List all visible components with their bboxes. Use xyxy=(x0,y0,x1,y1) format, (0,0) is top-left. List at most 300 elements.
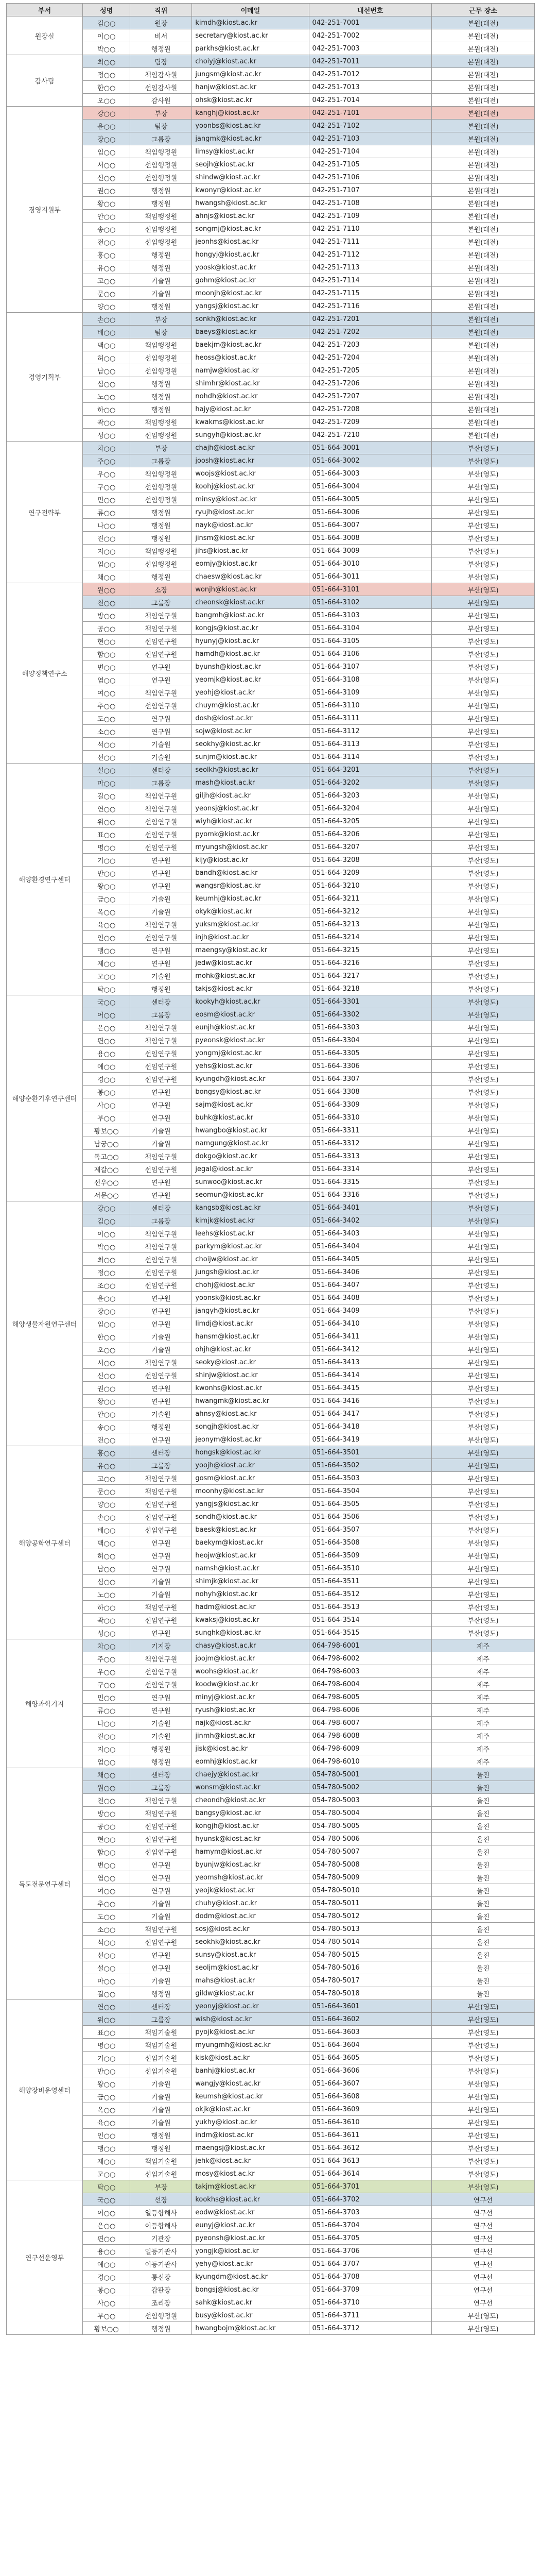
email-cell[interactable]: minyj@kiost.ac.kr xyxy=(192,1691,309,1704)
phone-cell: 051-664-3102 xyxy=(309,596,431,609)
title-cell: 행정원 xyxy=(130,506,192,519)
email-cell[interactable]: byunjw@kiost.ac.kr xyxy=(192,1858,309,1871)
email-cell[interactable]: mahs@kiost.ac.kr xyxy=(192,1974,309,1987)
table-row xyxy=(7,467,535,480)
email-cell[interactable]: seoky@kiost.ac.kr xyxy=(192,1356,309,1369)
email-cell[interactable]: woohs@kiost.ac.kr xyxy=(192,1665,309,1678)
email-cell[interactable]: sunghk@kiost.ac.kr xyxy=(192,1626,309,1639)
email-cell[interactable]: hadm@kiost.ac.kr xyxy=(192,1601,309,1614)
email-cell[interactable]: wangjy@kiost.ac.kr xyxy=(192,2077,309,2090)
email-cell[interactable]: chuhy@kiost.ac.kr xyxy=(192,1897,309,1910)
table-row xyxy=(7,454,535,467)
phone-cell: 051-664-3214 xyxy=(309,931,431,944)
title-cell: 행정원 xyxy=(130,570,192,583)
email-cell[interactable]: wonsm@kiost.ac.kr xyxy=(192,1781,309,1794)
email-cell[interactable]: chaejy@kiost.ac.kr xyxy=(192,1768,309,1781)
title-cell: 기술원 xyxy=(130,274,192,287)
email-cell[interactable]: jisk@kiost.ac.kr xyxy=(192,1742,309,1755)
table-row xyxy=(7,1523,535,1536)
email-cell[interactable]: jeonhs@kiost.ac.kr xyxy=(192,235,309,248)
title-cell: 기술원 xyxy=(130,892,192,905)
email-cell[interactable]: takjm@kiost.ac.kr xyxy=(192,2180,309,2193)
email-cell[interactable]: eunyj@kiost.ac.kr xyxy=(192,2219,309,2232)
dept-cell: 원장실 xyxy=(7,16,83,55)
phone-cell: 064-798-6007 xyxy=(309,1717,431,1730)
email-cell[interactable]: bangmh@kiost.ac.kr xyxy=(192,609,309,622)
name-cell: 구○○ xyxy=(83,480,130,493)
email-cell[interactable]: songjh@kiost.ac.kr xyxy=(192,1420,309,1433)
email-cell[interactable]: moonjh@kiost.ac.kr xyxy=(192,287,309,300)
email-cell[interactable]: dokgo@kiost.ac.kr xyxy=(192,1150,309,1163)
header-email: 이메일 xyxy=(192,4,309,16)
name-cell: 위○○ xyxy=(83,2013,130,2026)
title-cell: 행정원 xyxy=(130,42,192,55)
email-cell[interactable]: seomun@kiost.ac.kr xyxy=(192,1189,309,1201)
email-cell[interactable]: hansm@kiost.ac.kr xyxy=(192,1330,309,1343)
phone-cell: 051-664-3511 xyxy=(309,1575,431,1588)
title-cell: 책임연구원 xyxy=(130,1356,192,1369)
email-cell[interactable]: chajh@kiost.ac.kr xyxy=(192,442,309,454)
title-cell: 기술원 xyxy=(130,1588,192,1601)
email-cell[interactable]: kwakms@kiost.ac.kr xyxy=(192,416,309,429)
place-cell: 본원(대전) xyxy=(431,16,534,29)
email-cell[interactable]: limsy@kiost.ac.kr xyxy=(192,145,309,158)
phone-cell: 054-780-5010 xyxy=(309,1884,431,1897)
phone-cell: 051-664-3302 xyxy=(309,1008,431,1021)
email-cell[interactable]: yeomjk@kiost.ac.kr xyxy=(192,673,309,686)
table-row xyxy=(7,1845,535,1858)
email-cell[interactable]: yehs@kiost.ac.kr xyxy=(192,1060,309,1073)
name-cell: 용○○ xyxy=(83,2245,130,2258)
place-cell: 울진 xyxy=(431,1923,534,1936)
email-cell[interactable]: okyk@kiost.ac.kr xyxy=(192,905,309,918)
email-cell[interactable]: injh@kiost.ac.kr xyxy=(192,931,309,944)
email-cell[interactable]: pyojk@kiost.ac.kr xyxy=(192,2026,309,2039)
email-cell[interactable]: jehk@kiost.ac.kr xyxy=(192,2155,309,2167)
table-row xyxy=(7,1266,535,1279)
email-cell[interactable]: seokhk@kiost.ac.kr xyxy=(192,1936,309,1948)
email-cell[interactable]: myungmh@kiost.ac.kr xyxy=(192,2039,309,2052)
email-cell[interactable]: koodw@kiost.ac.kr xyxy=(192,1678,309,1691)
name-cell: 손○○ xyxy=(83,1511,130,1523)
email-cell[interactable]: myungsh@kiost.ac.kr xyxy=(192,841,309,854)
phone-cell: 042-251-7106 xyxy=(309,171,431,184)
email-cell[interactable]: jungsm@kiost.ac.kr xyxy=(192,68,309,81)
email-cell[interactable]: woojs@kiost.ac.kr xyxy=(192,467,309,480)
place-cell: 부산(영도) xyxy=(431,635,534,648)
email-cell[interactable]: yuksm@kiost.ac.kr xyxy=(192,918,309,931)
email-cell[interactable]: hwangmk@kiost.ac.kr xyxy=(192,1395,309,1408)
place-cell: 부산(영도) xyxy=(431,673,534,686)
email-cell[interactable]: jinmh@kiost.ac.kr xyxy=(192,1730,309,1742)
phone-cell: 042-251-7013 xyxy=(309,81,431,94)
title-cell: 연구원 xyxy=(130,1086,192,1098)
email-cell[interactable]: hajy@kiost.ac.kr xyxy=(192,403,309,416)
email-cell[interactable]: yongmj@kiost.ac.kr xyxy=(192,1047,309,1060)
email-cell[interactable]: ahnsy@kiost.ac.kr xyxy=(192,1408,309,1420)
email-cell[interactable]: banhj@kiost.ac.kr xyxy=(192,2064,309,2077)
email-cell[interactable]: yeonsj@kiost.ac.kr xyxy=(192,802,309,815)
table-row xyxy=(7,1730,535,1742)
place-cell: 부산(영도) xyxy=(431,1137,534,1150)
email-cell[interactable]: namsh@kiost.ac.kr xyxy=(192,1562,309,1575)
email-cell[interactable]: yukhy@kiost.ac.kr xyxy=(192,2116,309,2129)
email-cell[interactable]: sunsy@kiost.ac.kr xyxy=(192,1948,309,1961)
email-cell[interactable]: wish@kiost.ac.kr xyxy=(192,2013,309,2026)
email-cell[interactable]: eomjy@kiost.ac.kr xyxy=(192,557,309,570)
email-cell[interactable]: ryujh@kiost.ac.kr xyxy=(192,506,309,519)
email-cell[interactable]: kwonhs@kiost.ac.kr xyxy=(192,1382,309,1395)
email-cell[interactable]: eosm@kiost.ac.kr xyxy=(192,1008,309,1021)
email-cell[interactable]: yeohj@kiost.ac.kr xyxy=(192,686,309,699)
email-cell[interactable]: sahk@kiost.ac.kr xyxy=(192,2296,309,2309)
email-cell[interactable]: wonjh@kiost.ac.kr xyxy=(192,583,309,596)
table-row xyxy=(7,1588,535,1601)
email-cell[interactable]: joosh@kiost.ac.kr xyxy=(192,454,309,467)
email-cell[interactable]: hwangsh@kiost.ac.kr xyxy=(192,197,309,210)
email-cell[interactable]: kimdh@kiost.ac.kr xyxy=(192,16,309,29)
name-cell: 맹○○ xyxy=(83,2142,130,2155)
email-cell[interactable]: ohsk@kiost.ac.kr xyxy=(192,94,309,107)
email-cell[interactable]: eunjh@kiost.ac.kr xyxy=(192,1021,309,1034)
email-cell[interactable]: mosy@kiost.ac.kr xyxy=(192,2167,309,2180)
email-cell[interactable]: yongjk@kiost.ac.kr xyxy=(192,2245,309,2258)
email-cell[interactable]: ahnjs@kiost.ac.kr xyxy=(192,210,309,223)
phone-cell: 054-780-5005 xyxy=(309,1820,431,1833)
phone-cell: 051-664-3004 xyxy=(309,480,431,493)
title-cell: 원장 xyxy=(130,16,192,29)
email-cell[interactable]: kookhs@kiost.ac.kr xyxy=(192,2193,309,2206)
email-cell[interactable]: leehs@kiost.ac.kr xyxy=(192,1227,309,1240)
phone-cell: 064-798-6006 xyxy=(309,1704,431,1717)
email-cell[interactable]: pyeonsk@kiost.ac.kr xyxy=(192,1034,309,1047)
email-cell[interactable]: namgung@kiost.ac.kr xyxy=(192,1137,309,1150)
email-cell[interactable]: bandh@kiost.ac.kr xyxy=(192,867,309,879)
email-cell[interactable]: chohj@kiost.ac.kr xyxy=(192,1279,309,1292)
phone-cell: 051-664-3203 xyxy=(309,789,431,802)
email-cell[interactable]: buhk@kiost.ac.kr xyxy=(192,1111,309,1124)
email-cell[interactable]: dodm@kiost.ac.kr xyxy=(192,1910,309,1923)
email-cell[interactable]: kwonyr@kiost.ac.kr xyxy=(192,184,309,197)
place-cell: 부산(영도) xyxy=(431,686,534,699)
email-cell[interactable]: hwangbojm@kiost.ac.kr xyxy=(192,2322,309,2335)
email-cell[interactable]: yoosk@kiost.ac.kr xyxy=(192,261,309,274)
place-cell: 울진 xyxy=(431,1961,534,1974)
email-cell[interactable]: secretary@kiost.ac.kr xyxy=(192,29,309,42)
email-cell[interactable]: yoonsk@kiost.ac.kr xyxy=(192,1292,309,1304)
email-cell[interactable]: wangsr@kiost.ac.kr xyxy=(192,879,309,892)
email-cell[interactable]: giljh@kiost.ac.kr xyxy=(192,789,309,802)
table-row xyxy=(7,274,535,287)
phone-cell: 064-798-6003 xyxy=(309,1665,431,1678)
email-cell[interactable]: namjw@kiost.ac.kr xyxy=(192,364,309,377)
name-cell: 이○○ xyxy=(83,29,130,42)
email-cell[interactable]: nayk@kiost.ac.kr xyxy=(192,519,309,532)
email-cell[interactable]: kijy@kiost.ac.kr xyxy=(192,854,309,867)
email-cell[interactable]: busy@kiost.ac.kr xyxy=(192,2309,309,2322)
title-cell: 책임연구원 xyxy=(130,1150,192,1163)
email-cell[interactable]: kimjk@kiost.ac.kr xyxy=(192,1214,309,1227)
email-cell[interactable]: seokhy@kiost.ac.kr xyxy=(192,738,309,751)
email-cell[interactable]: chuym@kiost.ac.kr xyxy=(192,699,309,712)
email-cell[interactable]: yehy@kiost.ac.kr xyxy=(192,2258,309,2270)
place-cell: 부산(영도) xyxy=(431,854,534,867)
email-cell[interactable]: sosj@kiost.ac.kr xyxy=(192,1923,309,1936)
table-row xyxy=(7,300,535,313)
table-row xyxy=(7,635,535,648)
email-cell[interactable]: sunjm@kiost.ac.kr xyxy=(192,751,309,764)
email-cell[interactable]: sunwoo@kiost.ac.kr xyxy=(192,1176,309,1189)
place-cell: 부산(영도) xyxy=(431,957,534,970)
email-cell[interactable]: koohj@kiost.ac.kr xyxy=(192,480,309,493)
name-cell: 명○○ xyxy=(83,841,130,854)
title-cell: 기지장 xyxy=(130,1639,192,1652)
email-cell[interactable]: parkym@kiost.ac.kr xyxy=(192,1240,309,1253)
phone-cell: 054-780-5008 xyxy=(309,1858,431,1871)
email-cell[interactable]: yeonyj@kiost.ac.kr xyxy=(192,2000,309,2013)
phone-cell: 054-780-5011 xyxy=(309,1897,431,1910)
phone-cell: 051-664-3212 xyxy=(309,905,431,918)
name-cell: 위○○ xyxy=(83,815,130,828)
title-cell: 행정원 xyxy=(130,532,192,545)
email-cell[interactable]: ohjh@kiost.ac.kr xyxy=(192,1343,309,1356)
place-cell: 부산(영도) xyxy=(431,1369,534,1382)
email-cell[interactable]: heoss@kiost.ac.kr xyxy=(192,351,309,364)
title-cell: 기술원 xyxy=(130,1408,192,1420)
email-cell[interactable]: hamdh@kiost.ac.kr xyxy=(192,648,309,660)
email-cell[interactable]: jedw@kiost.ac.kr xyxy=(192,957,309,970)
email-cell[interactable]: ryush@kiost.ac.kr xyxy=(192,1704,309,1717)
email-cell[interactable]: eomhj@kiost.ac.kr xyxy=(192,1755,309,1768)
email-cell[interactable]: cheonsk@kiost.ac.kr xyxy=(192,596,309,609)
email-cell[interactable]: jeonym@kiost.ac.kr xyxy=(192,1433,309,1446)
name-cell: 강○○ xyxy=(83,107,130,120)
email-cell[interactable]: yangjs@kiost.ac.kr xyxy=(192,1498,309,1511)
email-cell[interactable]: keumhj@kiost.ac.kr xyxy=(192,892,309,905)
name-cell: 채○○ xyxy=(83,570,130,583)
email-cell[interactable]: chasy@kiost.ac.kr xyxy=(192,1639,309,1652)
place-cell: 부산(영도) xyxy=(431,1266,534,1279)
email-cell[interactable]: kangsb@kiost.ac.kr xyxy=(192,1201,309,1214)
phone-cell: 051-664-3010 xyxy=(309,557,431,570)
email-cell[interactable]: gosm@kiost.ac.kr xyxy=(192,1472,309,1485)
email-cell[interactable]: baekjm@kiost.ac.kr xyxy=(192,338,309,351)
name-cell: 권○○ xyxy=(83,184,130,197)
name-cell: 홍○○ xyxy=(83,1446,130,1459)
email-cell[interactable]: gohm@kiost.ac.kr xyxy=(192,274,309,287)
email-cell[interactable]: parkhs@kiost.ac.kr xyxy=(192,42,309,55)
email-cell[interactable]: shimhr@kiost.ac.kr xyxy=(192,377,309,390)
phone-cell: 042-251-7112 xyxy=(309,248,431,261)
name-cell: 전○○ xyxy=(83,1433,130,1446)
name-cell: 장○○ xyxy=(83,1304,130,1317)
email-cell[interactable]: yeojk@kiost.ac.kr xyxy=(192,1884,309,1897)
table-row xyxy=(7,1498,535,1511)
phone-cell: 051-664-3406 xyxy=(309,1266,431,1279)
name-cell: 부○○ xyxy=(83,2309,130,2322)
phone-cell: 051-664-3706 xyxy=(309,2245,431,2258)
email-cell[interactable]: najk@kiost.ac.kr xyxy=(192,1717,309,1730)
phone-cell: 051-664-3113 xyxy=(309,738,431,751)
name-cell: 천○○ xyxy=(83,1794,130,1807)
table-row xyxy=(7,42,535,55)
title-cell: 선장 xyxy=(130,2193,192,2206)
email-cell[interactable]: bongsy@kiost.ac.kr xyxy=(192,1086,309,1098)
email-cell[interactable]: bongsj@kiost.ac.kr xyxy=(192,2283,309,2296)
place-cell: 본원(대전) xyxy=(431,364,534,377)
email-cell[interactable]: sojw@kiost.ac.kr xyxy=(192,725,309,738)
email-cell[interactable]: yangsj@kiost.ac.kr xyxy=(192,300,309,313)
email-cell[interactable]: nohdh@kiost.ac.kr xyxy=(192,390,309,403)
email-cell[interactable]: shimjk@kiost.ac.kr xyxy=(192,1575,309,1588)
email-cell[interactable]: maengsy@kiost.ac.kr xyxy=(192,944,309,957)
place-cell: 부산(영도) xyxy=(431,2167,534,2180)
email-cell[interactable]: kyungdh@kiost.ac.kr xyxy=(192,1073,309,1086)
email-cell[interactable]: keumsh@kiost.ac.kr xyxy=(192,2090,309,2103)
email-cell[interactable]: kwaksj@kiost.ac.kr xyxy=(192,1614,309,1626)
header-name: 성명 xyxy=(83,4,130,16)
phone-cell: 051-664-3103 xyxy=(309,609,431,622)
table-row xyxy=(7,287,535,300)
email-cell[interactable]: sonkh@kiost.ac.kr xyxy=(192,313,309,326)
email-cell[interactable]: gildw@kiost.ac.kr xyxy=(192,1987,309,2000)
email-cell[interactable]: jungsh@kiost.ac.kr xyxy=(192,1266,309,1279)
title-cell: 책임행정원 xyxy=(130,145,192,158)
email-cell[interactable]: nohyh@kiost.ac.kr xyxy=(192,1588,309,1601)
table-row xyxy=(7,16,535,29)
email-cell[interactable]: limdj@kiost.ac.kr xyxy=(192,1317,309,1330)
place-cell: 본원(대전) xyxy=(431,416,534,429)
email-cell[interactable]: wiyh@kiost.ac.kr xyxy=(192,815,309,828)
table-row xyxy=(7,545,535,557)
title-cell: 책임연구원 xyxy=(130,1485,192,1498)
email-cell[interactable]: byunsh@kiost.ac.kr xyxy=(192,660,309,673)
email-cell[interactable]: pyomk@kiost.ac.kr xyxy=(192,828,309,841)
email-cell[interactable]: jegal@kiost.ac.kr xyxy=(192,1163,309,1176)
email-cell[interactable]: yoojh@kiost.ac.kr xyxy=(192,1459,309,1472)
name-cell: 원○○ xyxy=(83,1781,130,1794)
email-cell[interactable]: bangsy@kiost.ac.kr xyxy=(192,1807,309,1820)
email-cell[interactable]: baeys@kiost.ac.kr xyxy=(192,326,309,338)
table-row xyxy=(7,2296,535,2309)
email-cell[interactable]: mohk@kiost.ac.kr xyxy=(192,970,309,982)
email-cell[interactable]: yoonbs@kiost.ac.kr xyxy=(192,120,309,132)
title-cell: 책임연구원 xyxy=(130,1923,192,1936)
email-cell[interactable]: joojm@kiost.ac.kr xyxy=(192,1652,309,1665)
title-cell: 선임행정원 xyxy=(130,364,192,377)
table-row xyxy=(7,1794,535,1807)
name-cell: 도○○ xyxy=(83,1910,130,1923)
phone-cell: 051-664-3105 xyxy=(309,635,431,648)
email-cell[interactable]: sondh@kiost.ac.kr xyxy=(192,1511,309,1523)
email-cell[interactable]: kyungdm@kiost.ac.kr xyxy=(192,2270,309,2283)
email-cell[interactable]: jangmk@kiost.ac.kr xyxy=(192,132,309,145)
phone-cell: 051-664-3217 xyxy=(309,970,431,982)
email-cell[interactable]: hongyj@kiost.ac.kr xyxy=(192,248,309,261)
email-cell[interactable]: eodw@kiost.ac.kr xyxy=(192,2206,309,2219)
place-cell: 본원(대전) xyxy=(431,158,534,171)
place-cell: 부산(영도) xyxy=(431,622,534,635)
email-cell[interactable]: takjs@kiost.ac.kr xyxy=(192,982,309,995)
email-cell[interactable]: yeomsh@kiost.ac.kr xyxy=(192,1871,309,1884)
email-cell[interactable]: seoljm@kiost.ac.kr xyxy=(192,1961,309,1974)
email-cell[interactable]: cheondh@kiost.ac.kr xyxy=(192,1794,309,1807)
phone-cell: 051-664-3414 xyxy=(309,1369,431,1382)
phone-cell: 054-780-5009 xyxy=(309,1871,431,1884)
place-cell: 본원(대전) xyxy=(431,326,534,338)
table-row xyxy=(7,1292,535,1304)
title-cell: 행정원 xyxy=(130,403,192,416)
email-cell[interactable]: jihs@kiost.ac.kr xyxy=(192,545,309,557)
email-cell[interactable]: chaesw@kiost.ac.kr xyxy=(192,570,309,583)
place-cell: 부산(영도) xyxy=(431,1317,534,1330)
place-cell: 부산(영도) xyxy=(431,982,534,995)
table-row xyxy=(7,854,535,867)
phone-cell: 051-664-3604 xyxy=(309,2039,431,2052)
email-cell[interactable]: shinjw@kiost.ac.kr xyxy=(192,1369,309,1382)
name-cell: 반○○ xyxy=(83,867,130,879)
email-cell[interactable]: sajm@kiost.ac.kr xyxy=(192,1098,309,1111)
phone-cell: 051-664-3104 xyxy=(309,622,431,635)
email-cell[interactable]: minsy@kiost.ac.kr xyxy=(192,493,309,506)
email-cell[interactable]: hanjw@kiost.ac.kr xyxy=(192,81,309,94)
email-cell[interactable]: pyeonsh@kiost.ac.kr xyxy=(192,2232,309,2245)
email-cell[interactable]: jangyh@kiost.ac.kr xyxy=(192,1304,309,1317)
email-cell[interactable]: seojh@kiost.ac.kr xyxy=(192,158,309,171)
place-cell: 부산(영도) xyxy=(431,1021,534,1034)
email-cell[interactable]: hongsk@kiost.ac.kr xyxy=(192,1446,309,1459)
email-cell[interactable]: kookyh@kiost.ac.kr xyxy=(192,995,309,1008)
email-cell[interactable]: mash@kiost.ac.kr xyxy=(192,776,309,789)
email-cell[interactable]: indm@kiost.ac.kr xyxy=(192,2129,309,2142)
table-row xyxy=(7,1691,535,1704)
table-row xyxy=(7,1575,535,1588)
email-cell[interactable]: kongjh@kiost.ac.kr xyxy=(192,1820,309,1833)
email-cell[interactable]: hwangbo@kiost.ac.kr xyxy=(192,1124,309,1137)
phone-cell: 042-251-7113 xyxy=(309,261,431,274)
email-cell[interactable]: baekym@kiost.ac.kr xyxy=(192,1536,309,1549)
email-cell[interactable]: songmj@kiost.ac.kr xyxy=(192,223,309,235)
email-cell[interactable]: hyunyj@kiost.ac.kr xyxy=(192,635,309,648)
email-cell[interactable]: choiyj@kiost.ac.kr xyxy=(192,55,309,68)
email-cell[interactable]: dosh@kiost.ac.kr xyxy=(192,712,309,725)
email-cell[interactable]: kisk@kiost.ac.kr xyxy=(192,2052,309,2064)
email-cell[interactable]: maengsj@kiost.ac.kr xyxy=(192,2142,309,2155)
email-cell[interactable]: heojw@kiost.ac.kr xyxy=(192,1549,309,1562)
email-cell[interactable]: seolkh@kiost.ac.kr xyxy=(192,764,309,776)
email-cell[interactable]: jinsm@kiost.ac.kr xyxy=(192,532,309,545)
name-cell: 전○○ xyxy=(83,235,130,248)
email-cell[interactable]: kongjs@kiost.ac.kr xyxy=(192,622,309,635)
email-cell[interactable]: shindw@kiost.ac.kr xyxy=(192,171,309,184)
phone-cell: 051-664-3111 xyxy=(309,712,431,725)
email-cell[interactable]: baesk@kiost.ac.kr xyxy=(192,1523,309,1536)
email-cell[interactable]: sungyh@kiost.ac.kr xyxy=(192,429,309,442)
email-cell[interactable]: moonhy@kiost.ac.kr xyxy=(192,1485,309,1498)
title-cell: 기술원 xyxy=(130,1137,192,1150)
name-cell: 고○○ xyxy=(83,274,130,287)
email-cell[interactable]: hamym@kiost.ac.kr xyxy=(192,1845,309,1858)
phone-cell: 042-251-7105 xyxy=(309,158,431,171)
email-cell[interactable]: hyunsk@kiost.ac.kr xyxy=(192,1833,309,1845)
place-cell: 부산(영도) xyxy=(431,1601,534,1614)
email-cell[interactable]: kanghj@kiost.ac.kr xyxy=(192,107,309,120)
email-cell[interactable]: okjk@kiost.ac.kr xyxy=(192,2103,309,2116)
email-cell[interactable]: choijw@kiost.ac.kr xyxy=(192,1253,309,1266)
dept-cell: 해양생물자원연구센터 xyxy=(7,1201,83,1446)
phone-cell: 051-664-3505 xyxy=(309,1498,431,1511)
phone-cell: 051-664-3206 xyxy=(309,828,431,841)
